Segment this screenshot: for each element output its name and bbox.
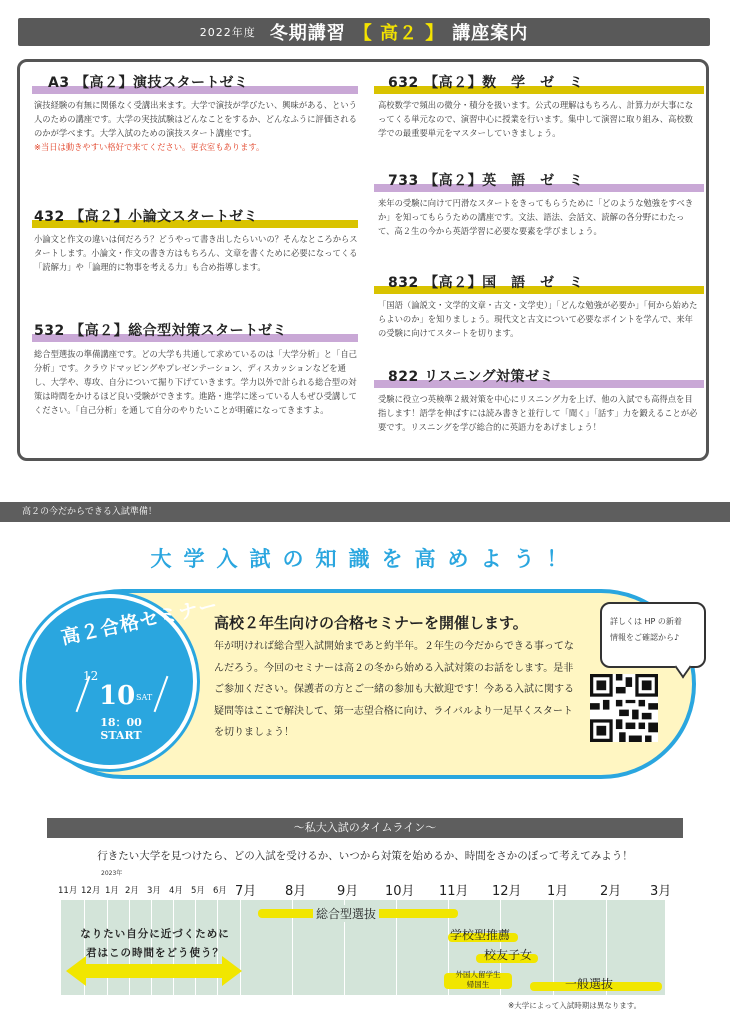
course-list-box xyxy=(17,59,709,461)
seminar-time: 18：00 xyxy=(100,716,142,729)
page-header xyxy=(18,18,710,46)
course-description: 受験に役立つ英検準２級対策を中心にリスニング力を上げ、他の入試でも高得点を目指します！語学を伸ばすには読み書きと並行して「聞く」「話す」力を鍛えることが必要です。リスニングを学び総合的に英語力をあげましょう！ xyxy=(378,394,698,432)
timeline-month: 9月 xyxy=(337,884,359,899)
course-title: 822 リスニング対策ゼミ xyxy=(388,369,555,385)
timeline-month: 10月 xyxy=(385,884,415,899)
timeline-month: 2月 xyxy=(600,884,622,899)
timeline-month: 2月 xyxy=(125,886,139,896)
header-year: 2022年度 xyxy=(199,26,256,39)
course-title: 532 【高２】総合型対策スタートゼミ xyxy=(34,323,288,339)
timeline-label-ippan: 一般選抜 xyxy=(565,977,614,991)
section-bar: 高２の今だからできる入試準備！ xyxy=(0,502,730,522)
timeline-label-sogo: 総合型選抜 xyxy=(313,905,379,922)
seminar-headline: 高校２年生向けの合格セミナーを開催します。 xyxy=(214,614,528,632)
timeline-label-gaikoku-line: 帰国生 xyxy=(466,980,490,989)
course-description: 「国語（論説文・文学的文章・古文・文学史）」「どんな勉強が必要か」「何から始めたらよいのか」を知りましょう。現代文と古文について必要なポイントを学んで、来年の受験に向けてスタートを切ります。 xyxy=(378,300,698,338)
timeline-month: 3月 xyxy=(650,884,672,899)
timeline-footnote: ※大学によって入試時期は異なります。 xyxy=(508,1001,642,1010)
seminar-month: 12 xyxy=(83,669,99,683)
seminar-day-of-week: SAT xyxy=(136,693,153,702)
hp-info-line: 情報をご確認から♪ xyxy=(610,633,680,642)
seminar-body: 年が明ければ総合型入試開始まであと約半年。２年生の今だからできる事ってなんだろう。今回のセミナーは高２の冬から始める入試対策のお話をします。是非ご参加ください。保護者の方とご一緒の参加も大歓迎です！今ある入試に関する疑問等はここで解決して、第一志望合格に向け、ライバルより一足早くスタートを切りましょう！ xyxy=(214,641,574,738)
seminar-day: 10 xyxy=(99,681,136,711)
course-title: A3 【高２】演技スタートゼミ xyxy=(48,75,249,91)
main-heading: 大学入試の知識を高めよう！ xyxy=(150,547,580,571)
timeline-month: 12月 xyxy=(81,886,101,896)
arrow-caption: なりたい自分に近づくために xyxy=(80,928,230,940)
header-title-grade: 【 高２ 】 xyxy=(353,23,445,44)
timeline-header: ～私大入試のタイムライン～ xyxy=(47,818,683,838)
timeline-month: 6月 xyxy=(213,886,227,896)
course-description xyxy=(34,98,360,154)
timeline-month: 1月 xyxy=(105,886,119,896)
timeline-gridline xyxy=(553,900,554,995)
course-title: 632 【高２】数 学 ゼ ミ xyxy=(388,75,584,91)
timeline-month: 11月 xyxy=(439,884,469,899)
course-description: 総合型選抜の準備講座です。どの大学も共通して求めているのは「大学分析」と「自己分析」です。クラウドマッピングやプレゼンテーション、ディスカッションなどを通し、大学や、専攻、自分について掘り下げていきます。学力以外で計られる総合型の対策は時間をかけるほど良い受験ができます。進路・進学に迷っている人もぜひ受講してください。「自己分析」を通して自分のやりたいことが明確になってきますよ。 xyxy=(34,349,357,415)
timeline-month: 4月 xyxy=(169,886,183,896)
double-arrow-icon xyxy=(66,956,242,986)
course-description: 高校数学で頻出の微分・積分を扱います。公式の理解はもちろん、計算力が大事になってくる単元なので、演習中心に授業を行います。集中して演習に取り組み、高校数学での最重要単元をマスターしていきましょう。 xyxy=(378,100,694,138)
timeline-intro: 行きたい大学を見つけたら、どの入試を受けるか、いつから対策を始めるか、時間をさかのぼって考えてみよう！ xyxy=(97,850,633,862)
timeline-label-gakko: 学校型推薦 xyxy=(450,928,511,942)
course-description-text: 演技経験の有無に関係なく受講出来ます。大学で演技が学びたい、興味がある、という人のための講座です。大学の実技試験はどんなことをするか、どんなふうに評価されるのかが学べます。大学入試のための演技スタート講座です。 xyxy=(34,100,357,138)
timeline-month: 5月 xyxy=(191,886,205,896)
timeline-label-koyu: 校友子女 xyxy=(484,948,533,962)
hp-info-line: 詳しくは HP の新着 xyxy=(610,617,682,626)
course-note: ※当日は動きやすい格好で来てください。更衣室もあります。 xyxy=(34,142,265,152)
timeline-month: 3月 xyxy=(147,886,161,896)
timeline-label-gaikoku-line: 外国人留学生 xyxy=(455,970,501,979)
arrow-caption: 君はこの時間をどう使う？ xyxy=(86,947,224,959)
seminar-start-label: START xyxy=(100,729,142,742)
timeline-month: 1月 xyxy=(547,884,569,899)
header-title-pre: 冬期講習 xyxy=(269,23,346,44)
course-title: 733 【高２】英 語 ゼ ミ xyxy=(388,173,584,189)
seminar-circle-title: 高２合格セミナー xyxy=(59,594,221,650)
hp-info-bubble xyxy=(600,602,706,668)
qr-code-icon[interactable] xyxy=(590,672,658,744)
course-description: 小論文と作文の違いは何だろう？どうやって書き出したらいいの？そんなところからスタートします。小論文・作文の書き方はもちろん、文章を書くために必要になってくる「読解力」や「論理的に物事を考える力」も合め指導します。 xyxy=(34,234,358,272)
timeline-label-gaikoku xyxy=(444,970,512,990)
header-title-post: 講座案内 xyxy=(452,23,529,44)
timeline-month: 11月 xyxy=(58,886,78,896)
timeline-month: 8月 xyxy=(285,884,307,899)
timeline-year-label: 2023年 xyxy=(101,870,123,877)
timeline-month: 7月 xyxy=(235,884,257,899)
course-description: 来年の受験に向けて円滑なスタートをきってもらうために「どのような勉強をすべきか」を知ってもらうための講座です。文法、語法、会話文、読解の各分野にわたって、高２生の今から英語学習に必要な要素を学びましょう。 xyxy=(378,198,694,236)
course-title: 432 【高２】小論文スタートゼミ xyxy=(34,209,259,225)
timeline-month: 12月 xyxy=(492,884,522,899)
course-title: 832 【高２】国 語 ゼ ミ xyxy=(388,275,584,291)
